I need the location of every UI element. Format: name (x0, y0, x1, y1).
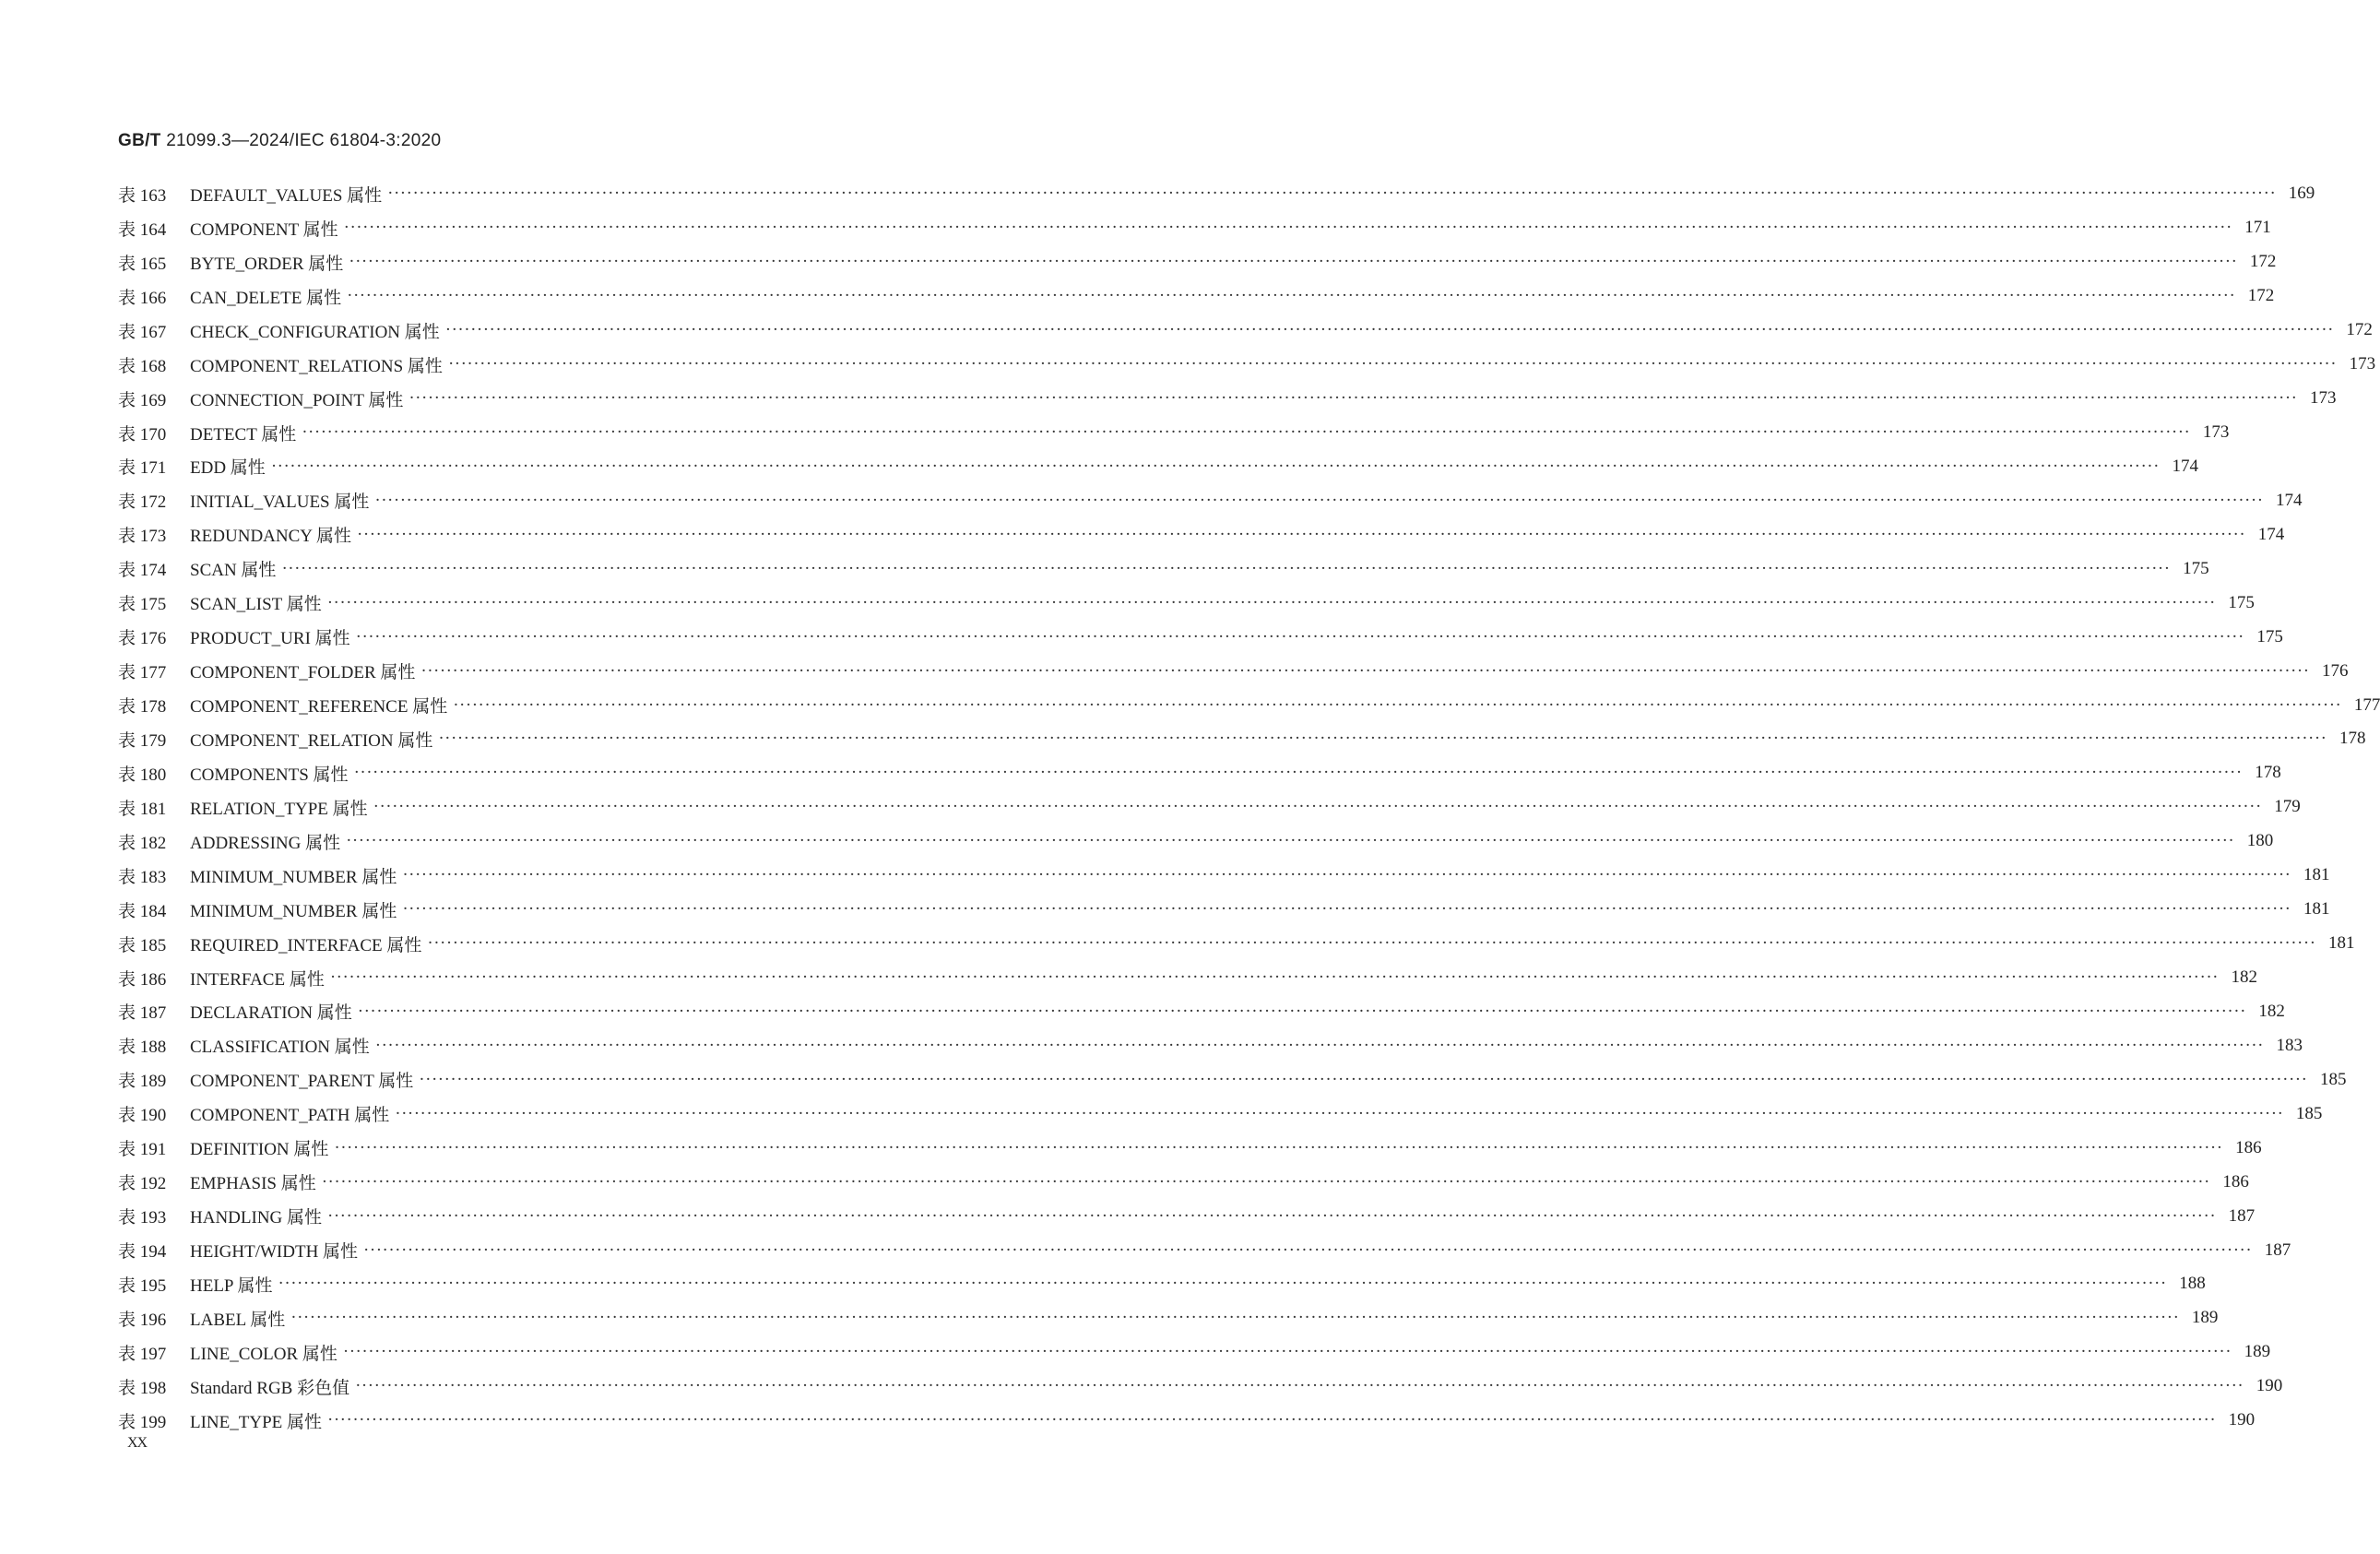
toc-entry-page: 173 (2349, 354, 2376, 374)
toc-entry-page: 183 (2276, 1035, 2303, 1055)
toc-entry-page: 172 (2247, 286, 2275, 306)
toc-entry-page: 174 (2257, 524, 2285, 544)
toc-entry[interactable] (118, 654, 2349, 688)
toc-entry-title: RELATION_TYPE 属性 (190, 799, 368, 819)
toc-entry-number: 表 185 (118, 935, 167, 955)
toc-entry[interactable] (118, 620, 2283, 654)
toc-entry-number: 表 183 (118, 867, 167, 887)
toc-entry-title: ADDRESSING 属性 (190, 833, 341, 853)
toc-entry-page: 185 (2319, 1069, 2347, 1089)
toc-entry[interactable] (118, 1233, 2291, 1267)
toc-entry-page: 177 (2353, 694, 2380, 715)
toc-entry-page: 173 (2310, 388, 2337, 409)
toc-dot-leader: ············································································································································································································································································································ (444, 320, 2334, 340)
toc-entry-number: 表 172 (118, 492, 167, 513)
toc-dot-leader: ············································································································································································································································································································ (342, 1342, 2232, 1362)
toc-entry-title: MINIMUM_NUMBER 属性 (190, 901, 397, 921)
toc-dot-leader: ············································································································································································································································································································ (363, 1240, 2253, 1260)
toc-entry-page: 172 (2249, 252, 2277, 272)
toc-dot-leader: ············································································································································································································································································································ (402, 899, 2291, 919)
toc-entry[interactable] (118, 1335, 2271, 1370)
toc-entry[interactable] (118, 1131, 2262, 1165)
toc-dot-leader: ············································································································································································································································································································ (327, 1205, 2217, 1226)
toc-entry[interactable] (118, 450, 2198, 484)
toc-entry-page: 175 (2183, 558, 2209, 578)
toc-entry-page: 173 (2202, 422, 2230, 443)
toc-entry[interactable] (118, 279, 2275, 314)
toc-entry-title: COMPONENT_PATH 属性 (190, 1106, 390, 1126)
toc-entry-page: 189 (2191, 1308, 2219, 1328)
page-number: XX (127, 1435, 148, 1451)
toc-entry[interactable] (118, 382, 2337, 416)
toc-entry-title: PRODUCT_URI 属性 (190, 629, 350, 649)
toc-entry-page: 189 (2244, 1342, 2271, 1362)
toc-dot-leader: ············································································································································································································································································································ (349, 252, 2238, 272)
toc-entry-number: 表 187 (118, 1003, 167, 1024)
toc-entry[interactable] (118, 1097, 2323, 1131)
toc-dot-leader: ············································································································································································································································································································ (355, 626, 2244, 647)
toc-entry-number: 表 184 (118, 901, 167, 921)
toc-entry-number: 表 173 (118, 527, 167, 547)
toc-entry-page: 178 (2339, 729, 2366, 749)
toc-entry-number: 表 182 (118, 833, 167, 853)
toc-dot-leader: ············································································································································································································································································································ (329, 967, 2219, 988)
toc-entry-title: SCAN 属性 (190, 561, 277, 581)
toc-entry-title: COMPONENT_RELATION 属性 (190, 730, 433, 751)
toc-entry-page: 188 (2179, 1274, 2206, 1294)
toc-dot-leader: ············································································································································································································································································································ (353, 763, 2243, 783)
toc-entry-page: 179 (2274, 797, 2301, 817)
toc-entry[interactable] (118, 1370, 2283, 1404)
toc-entry-number: 表 195 (118, 1275, 167, 1296)
toc-entry-number: 表 167 (118, 322, 167, 342)
toc-entry-title: EMPHASIS 属性 (190, 1174, 316, 1194)
toc-entry-title: COMPONENT_FOLDER 属性 (190, 663, 416, 683)
toc-entry-title: REQUIRED_INTERFACE 属性 (190, 935, 422, 955)
toc-entry-title: HELP 属性 (190, 1275, 273, 1296)
toc-entry-page: 190 (2256, 1376, 2283, 1396)
toc-entry[interactable] (118, 756, 2281, 790)
toc-dot-leader: ············································································································································································································································································································ (355, 1376, 2244, 1396)
toc-dot-leader: ············································································································································································································································································································ (438, 729, 2327, 749)
toc-entry[interactable] (118, 927, 2355, 961)
toc-entry-title: Standard RGB 彩色值 (190, 1378, 350, 1398)
toc-entry-title: INTERFACE 属性 (190, 969, 325, 990)
standard-code: GB/T (118, 131, 161, 150)
toc-entry[interactable] (118, 314, 2373, 348)
document-header (118, 131, 441, 151)
toc-entry[interactable] (118, 1062, 2347, 1097)
toc-dot-leader: ············································································································································································································································································································ (453, 694, 2342, 715)
toc-entry-title: COMPONENT_REFERENCE 属性 (190, 697, 448, 718)
toc-entry-title: INITIAL_VALUES 属性 (190, 492, 370, 513)
toc-entry[interactable] (118, 893, 2330, 927)
toc-entry[interactable] (118, 1028, 2303, 1062)
toc-entry-page: 172 (2346, 320, 2373, 340)
toc-entry-number: 表 163 (118, 185, 167, 206)
toc-dot-leader: ············································································································································································································································································································ (347, 286, 2236, 306)
toc-entry-page: 181 (2303, 899, 2330, 919)
toc-entry-title: REDUNDANCY 属性 (190, 527, 352, 547)
toc-entry-page: 187 (2228, 1205, 2256, 1226)
toc-entry-number: 表 178 (118, 697, 167, 718)
toc-entry-number: 表 174 (118, 561, 167, 581)
toc-entry-title: EDD 属性 (190, 458, 266, 479)
toc-entry-number: 表 199 (118, 1412, 167, 1432)
toc-dot-leader: ············································································································································································································································································································ (327, 1410, 2217, 1430)
toc-dot-leader: ············································································································································································································································································································ (409, 388, 2298, 409)
toc-entry-title: LINE_TYPE 属性 (190, 1412, 323, 1432)
toc-entry-number: 表 192 (118, 1174, 167, 1194)
toc-entry[interactable] (118, 688, 2380, 722)
toc-entry-title: CAN_DELETE 属性 (190, 288, 342, 308)
toc-entry-page: 175 (2228, 592, 2255, 612)
toc-entry-title: DEFAULT_VALUES 属性 (190, 185, 383, 206)
toc-entry-title: LABEL 属性 (190, 1310, 286, 1330)
toc-dot-leader: ············································································································································································································································································································ (270, 456, 2160, 476)
toc-entry-number: 表 193 (118, 1208, 167, 1228)
toc-dot-leader: ············································································································································································································································································································ (395, 1103, 2284, 1123)
toc-dot-leader: ············································································································································································································································································································ (402, 865, 2291, 885)
toc-entry[interactable] (118, 416, 2230, 450)
toc-dot-leader: ············································································································································································································································································································ (302, 422, 2191, 443)
toc-dot-leader: ············································································································································································································································································································ (343, 218, 2232, 238)
toc-entry-title: BYTE_ORDER 属性 (190, 254, 344, 274)
toc-dot-leader: ············································································································································································································································································································ (278, 1274, 2167, 1294)
toc-entry-title: LINE_COLOR 属性 (190, 1344, 337, 1364)
toc-entry[interactable] (118, 177, 2315, 211)
toc-dot-leader: ············································································································································································································································································································ (326, 592, 2216, 612)
toc-entry[interactable] (118, 859, 2330, 893)
toc-dot-leader: ············································································································································································································································································································ (373, 797, 2262, 817)
toc-entry-page: 181 (2303, 865, 2330, 885)
toc-entry-number: 表 179 (118, 730, 167, 751)
toc-entry-number: 表 170 (118, 424, 167, 445)
toc-entry-page: 190 (2228, 1410, 2256, 1430)
toc-dot-leader: ············································································································································································································································································································ (357, 524, 2246, 544)
toc-dot-leader: ············································································································································································································································································································ (374, 490, 2264, 510)
toc-entry-number: 表 164 (118, 219, 167, 240)
toc-entry[interactable] (118, 1199, 2256, 1233)
toc-entry-title: HANDLING 属性 (190, 1208, 323, 1228)
toc-entry[interactable] (118, 1301, 2219, 1335)
toc-entry-number: 表 186 (118, 969, 167, 990)
toc-entry-number: 表 198 (118, 1378, 167, 1398)
toc-entry-title: COMPONENT_PARENT 属性 (190, 1072, 414, 1092)
toc-entry-number: 表 194 (118, 1242, 167, 1263)
toc-entry-page: 185 (2295, 1103, 2323, 1123)
toc-entry-title: MINIMUM_NUMBER 属性 (190, 867, 397, 887)
toc-entry[interactable] (118, 483, 2303, 517)
toc-dot-leader: ············································································································································································································································································································ (321, 1171, 2210, 1192)
toc-entry-number: 表 176 (118, 629, 167, 649)
toc-dot-leader: ············································································································································································································································································································ (357, 1001, 2246, 1021)
toc-entry-page: 176 (2322, 660, 2349, 681)
toc-entry-number: 表 171 (118, 458, 167, 479)
toc-entry-page: 178 (2255, 763, 2281, 783)
toc-entry-page: 181 (2328, 933, 2355, 954)
toc-entry-title: COMPONENTS 属性 (190, 765, 349, 785)
toc-entry[interactable] (118, 245, 2277, 279)
toc-entry[interactable] (118, 961, 2257, 995)
toc-dot-leader: ············································································································································································································································································································ (387, 184, 2277, 204)
toc-entry[interactable] (118, 211, 2271, 245)
toc-entry[interactable] (118, 995, 2285, 1029)
toc-entry-page: 180 (2246, 831, 2274, 851)
toc-entry-number: 表 169 (118, 390, 167, 410)
toc-entry-title: CLASSIFICATION 属性 (190, 1038, 370, 1058)
toc-dot-leader: ············································································································································································································································································································ (281, 558, 2171, 578)
toc-entry-number: 表 168 (118, 356, 167, 376)
toc-entry-page: 182 (2231, 967, 2257, 988)
toc-entry-title: SCAN_LIST 属性 (190, 595, 322, 615)
toc-entry-page: 174 (2172, 456, 2198, 476)
table-of-contents (118, 177, 2380, 1438)
toc-entry-page: 186 (2222, 1171, 2249, 1192)
toc-dot-leader: ············································································································································································································································································································ (419, 1069, 2308, 1089)
toc-dot-leader: ············································································································································································································································································································ (290, 1308, 2180, 1328)
toc-entry[interactable] (118, 517, 2285, 552)
toc-entry-number: 表 175 (118, 595, 167, 615)
toc-entry-title: DEFINITION 属性 (190, 1140, 329, 1160)
toc-dot-leader: ············································································································································································································································································································ (420, 660, 2310, 681)
standard-number: 21099.3—2024/IEC 61804-3:2020 (166, 131, 442, 150)
toc-entry[interactable] (118, 1165, 2249, 1199)
toc-entry-number: 表 197 (118, 1344, 167, 1364)
toc-entry-page: 187 (2264, 1240, 2291, 1260)
toc-entry-title: COMPONENT 属性 (190, 219, 338, 240)
toc-entry-number: 表 180 (118, 765, 167, 785)
toc-entry-page: 171 (2244, 218, 2271, 238)
toc-entry-page: 175 (2256, 626, 2283, 647)
toc-dot-leader: ············································································································································································································································································································ (427, 933, 2316, 954)
toc-entry-title: COMPONENT_RELATIONS 属性 (190, 356, 443, 376)
toc-entry-page: 169 (2288, 184, 2315, 204)
toc-entry-number: 表 177 (118, 663, 167, 683)
toc-entry-page: 186 (2235, 1137, 2262, 1157)
toc-entry-page: 174 (2276, 490, 2303, 510)
toc-entry-number: 表 191 (118, 1140, 167, 1160)
toc-entry-title: DETECT 属性 (190, 424, 297, 445)
toc-entry-number: 表 188 (118, 1038, 167, 1058)
toc-entry[interactable] (118, 1404, 2256, 1438)
toc-entry-number: 表 166 (118, 288, 167, 308)
toc-dot-leader: ············································································································································································································································································································ (346, 831, 2235, 851)
toc-entry-number: 表 196 (118, 1310, 167, 1330)
toc-entry-page: 182 (2258, 1001, 2285, 1021)
toc-entry-number: 表 189 (118, 1072, 167, 1092)
toc-entry[interactable] (118, 348, 2376, 382)
toc-entry[interactable] (118, 586, 2255, 620)
toc-entry[interactable] (118, 722, 2366, 756)
toc-dot-leader: ············································································································································································································································································································ (374, 1035, 2264, 1055)
toc-entry-title: CHECK_CONFIGURATION 属性 (190, 322, 440, 342)
toc-entry-title: DECLARATION 属性 (190, 1003, 352, 1024)
toc-dot-leader: ············································································································································································································································································································ (447, 354, 2338, 374)
toc-entry[interactable] (118, 552, 2209, 586)
toc-entry-number: 表 190 (118, 1106, 167, 1126)
toc-entry[interactable] (118, 824, 2274, 859)
toc-entry[interactable] (118, 790, 2301, 824)
toc-entry-number: 表 165 (118, 254, 167, 274)
toc-dot-leader: ············································································································································································································································································································ (334, 1137, 2223, 1157)
toc-entry-title: HEIGHT/WIDTH 属性 (190, 1242, 359, 1263)
toc-entry-title: CONNECTION_POINT 属性 (190, 390, 404, 410)
toc-entry-number: 表 181 (118, 799, 167, 819)
toc-entry[interactable] (118, 1267, 2206, 1301)
